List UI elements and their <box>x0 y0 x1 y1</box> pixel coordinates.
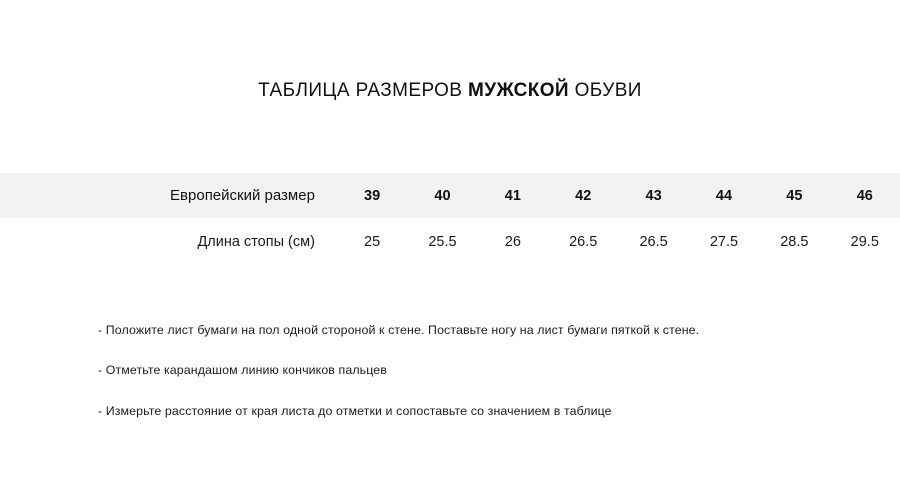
instruction-step-3: - Измерьте расстояние от края листа до отметки и сопоставьте со значением в таблице <box>98 403 612 418</box>
page-title-prefix: ТАБЛИЦА РАЗМЕРОВ <box>258 80 469 101</box>
cell-foot-length-42: 26.5 <box>569 233 598 250</box>
table-row-foot-length <box>0 218 900 265</box>
cell-european-size-42: 42 <box>575 187 592 204</box>
page-title-suffix: ОБУВИ <box>568 80 642 101</box>
cell-european-size-44: 44 <box>715 187 733 204</box>
cell-european-size-46: 46 <box>856 187 873 204</box>
measurement-instructions <box>98 322 858 420</box>
cell-foot-length-41: 26 <box>504 233 521 250</box>
size-table-container <box>0 173 900 265</box>
cell-foot-length-46: 29.5 <box>850 233 879 250</box>
cell-foot-length-43: 26.5 <box>639 233 668 250</box>
page-title-emphasis: МУЖСКОЙ <box>468 80 569 101</box>
instruction-step-1: - Положите лист бумаги на пол одной стороной к стене. Поставьте ногу на лист бумаги пяткой к стене. <box>98 323 700 337</box>
cell-european-size-39: 39 <box>364 187 381 204</box>
row-label-european-size: Европейский размер <box>170 187 315 204</box>
page-title <box>0 80 900 102</box>
cell-european-size-45: 45 <box>786 187 803 204</box>
cell-foot-length-39: 25 <box>364 233 381 250</box>
instruction-step-2: - Отметьте карандашом линию кончиков пальцев <box>98 363 387 378</box>
cell-foot-length-44: 27.5 <box>709 233 739 250</box>
cell-european-size-40: 40 <box>434 187 451 204</box>
cell-foot-length-40: 25.5 <box>428 233 457 250</box>
table-row-european-size <box>0 173 900 218</box>
cell-foot-length-45: 28.5 <box>780 233 809 250</box>
cell-european-size-41: 41 <box>504 187 521 204</box>
cell-european-size-43: 43 <box>645 187 662 204</box>
row-label-foot-length: Длина стопы (см) <box>197 233 315 250</box>
size-table <box>0 173 900 265</box>
